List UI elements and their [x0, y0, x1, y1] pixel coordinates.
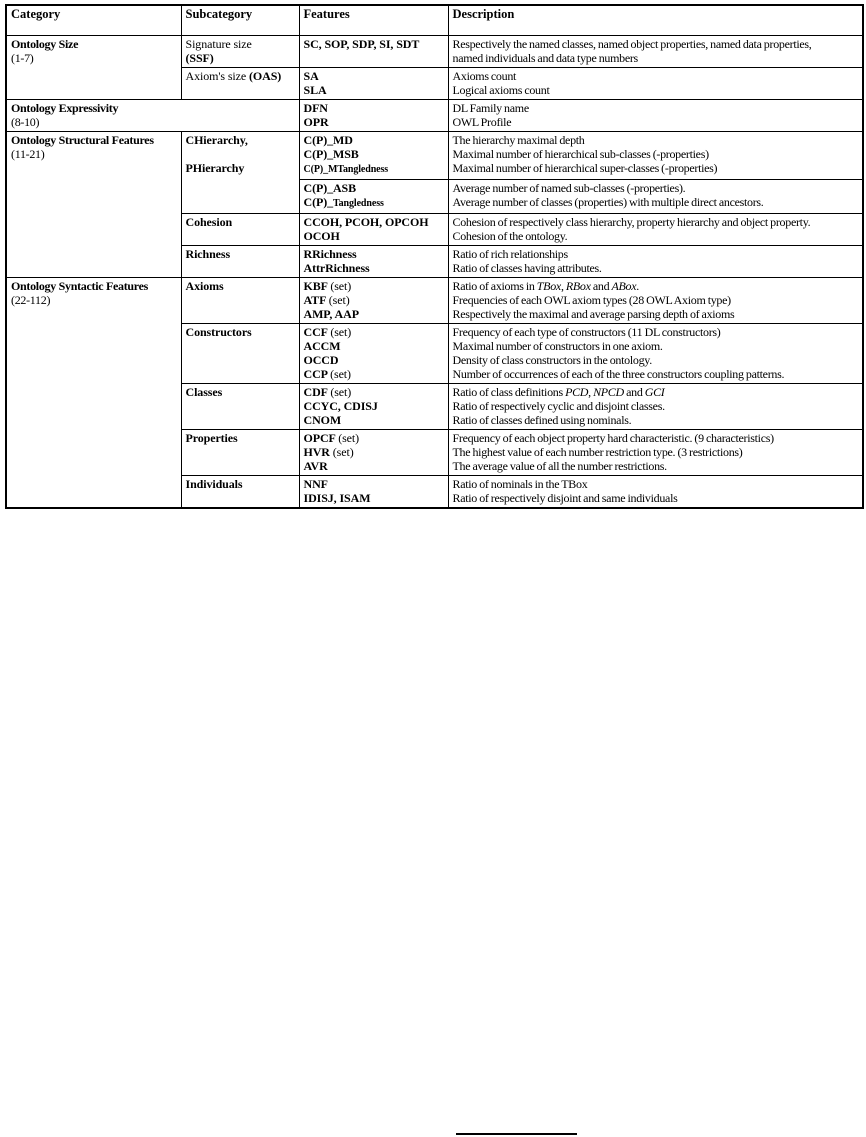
- subcategory-cell-constructors: Constructors: [181, 324, 299, 384]
- col-header-features: Features: [299, 5, 448, 36]
- features-cell-richness: RRichness AttrRichness: [299, 246, 448, 278]
- header-row: [6, 5, 863, 36]
- row-expressivity: [6, 100, 863, 132]
- ontology-features-table: [5, 4, 864, 509]
- col-header-subcategory: Subcategory: [181, 5, 299, 36]
- row-signature-size: [6, 36, 863, 68]
- category-cell-ontology-expressivity: Ontology Expressivity (8-10): [6, 100, 299, 132]
- subcategory-cell-hierarchy: CHierarchy, PHierarchy: [181, 132, 299, 214]
- description-cell-properties: Frequency of each object property hard characteristic. (9 characteristics) The highest value of each number restriction type. (3 restrictions) The average value of all the number restrictions.: [448, 430, 863, 476]
- description-cell-classes: Ratio of class definitions PCD, NPCD and GCI Ratio of respectively cyclic and disjoint classes. Ratio of classes defined using nominals.: [448, 384, 863, 430]
- features-cell-hierarchy-maximal: C(P)_MD C(P)_MSB C(P)_MTangledness: [299, 132, 448, 180]
- features-cell-axioms: KBF (set) ATF (set) AMP, AAP: [299, 278, 448, 324]
- subcategory-cell-richness: Richness: [181, 246, 299, 278]
- footnote-separator-rule: [456, 1133, 577, 1135]
- col-header-description: Description: [448, 5, 863, 36]
- features-cell-individuals: NNF IDISJ, ISAM: [299, 476, 448, 509]
- category-cell-ontology-size: Ontology Size (1-7): [6, 36, 181, 100]
- row-axioms: [6, 278, 863, 324]
- description-cell-richness: Ratio of rich relationships Ratio of classes having attributes.: [448, 246, 863, 278]
- features-cell-properties: OPCF (set) HVR (set) AVR: [299, 430, 448, 476]
- subcategory-cell-axioms: Axioms: [181, 278, 299, 324]
- description-cell-constructors: Frequency of each type of constructors (11 DL constructors) Maximal number of constructors in one axiom. Density of class constructors in the ontology. Number of occurrences of each of the three constructors coupling patterns.: [448, 324, 863, 384]
- features-cell-constructors: CCF (set) ACCM OCCD CCP (set): [299, 324, 448, 384]
- description-cell-signature-size: Respectively the named classes, named object properties, named data properties, named individuals and data type numbers: [448, 36, 863, 68]
- description-cell-hierarchy-maximal: The hierarchy maximal depth Maximal number of hierarchical sub-classes (-properties) Maximal number of hierarchical super-classes (-properties): [448, 132, 863, 180]
- description-cell-axioms: Ratio of axioms in TBox, RBox and ABox. Frequencies of each OWL axiom types (28 OWL Axiom type) Respectively the maximal and average parsing depth of axioms: [448, 278, 863, 324]
- features-cell-axioms-size: SA SLA: [299, 68, 448, 100]
- description-cell-expressivity: DL Family name OWL Profile: [448, 100, 863, 132]
- subcategory-cell-properties: Properties: [181, 430, 299, 476]
- subcategory-cell-axioms-size: Axiom's size (OAS): [181, 68, 299, 100]
- subcategory-cell-signature-size: Signature size (SSF): [181, 36, 299, 68]
- row-hierarchy-maximal: [6, 132, 863, 180]
- category-cell-ontology-structural-features: Ontology Structural Features (11-21): [6, 132, 181, 278]
- features-cell-cohesion: CCOH, PCOH, OPCOH OCOH: [299, 214, 448, 246]
- features-cell-hierarchy-average: C(P)_ASB C(P)_Tangledness: [299, 180, 448, 214]
- description-cell-individuals: Ratio of nominals in the TBox Ratio of respectively disjoint and same individuals: [448, 476, 863, 509]
- description-cell-hierarchy-average: Average number of named sub-classes (-properties). Average number of classes (properties) with multiple direct ancestors.: [448, 180, 863, 214]
- description-cell-cohesion: Cohesion of respectively class hierarchy, property hierarchy and object property. Cohesion of the ontology.: [448, 214, 863, 246]
- subcategory-cell-classes: Classes: [181, 384, 299, 430]
- features-cell-expressivity: DFN OPR: [299, 100, 448, 132]
- description-cell-axioms-size: Axioms count Logical axioms count: [448, 68, 863, 100]
- subcategory-cell-individuals: Individuals: [181, 476, 299, 509]
- category-cell-ontology-syntactic-features: Ontology Syntactic Features (22-112): [6, 278, 181, 509]
- col-header-category: Category: [6, 5, 181, 36]
- subcategory-cell-cohesion: Cohesion: [181, 214, 299, 246]
- features-cell-classes: CDF (set) CCYC, CDISJ CNOM: [299, 384, 448, 430]
- features-cell-signature-size: SC, SOP, SDP, SI, SDT: [299, 36, 448, 68]
